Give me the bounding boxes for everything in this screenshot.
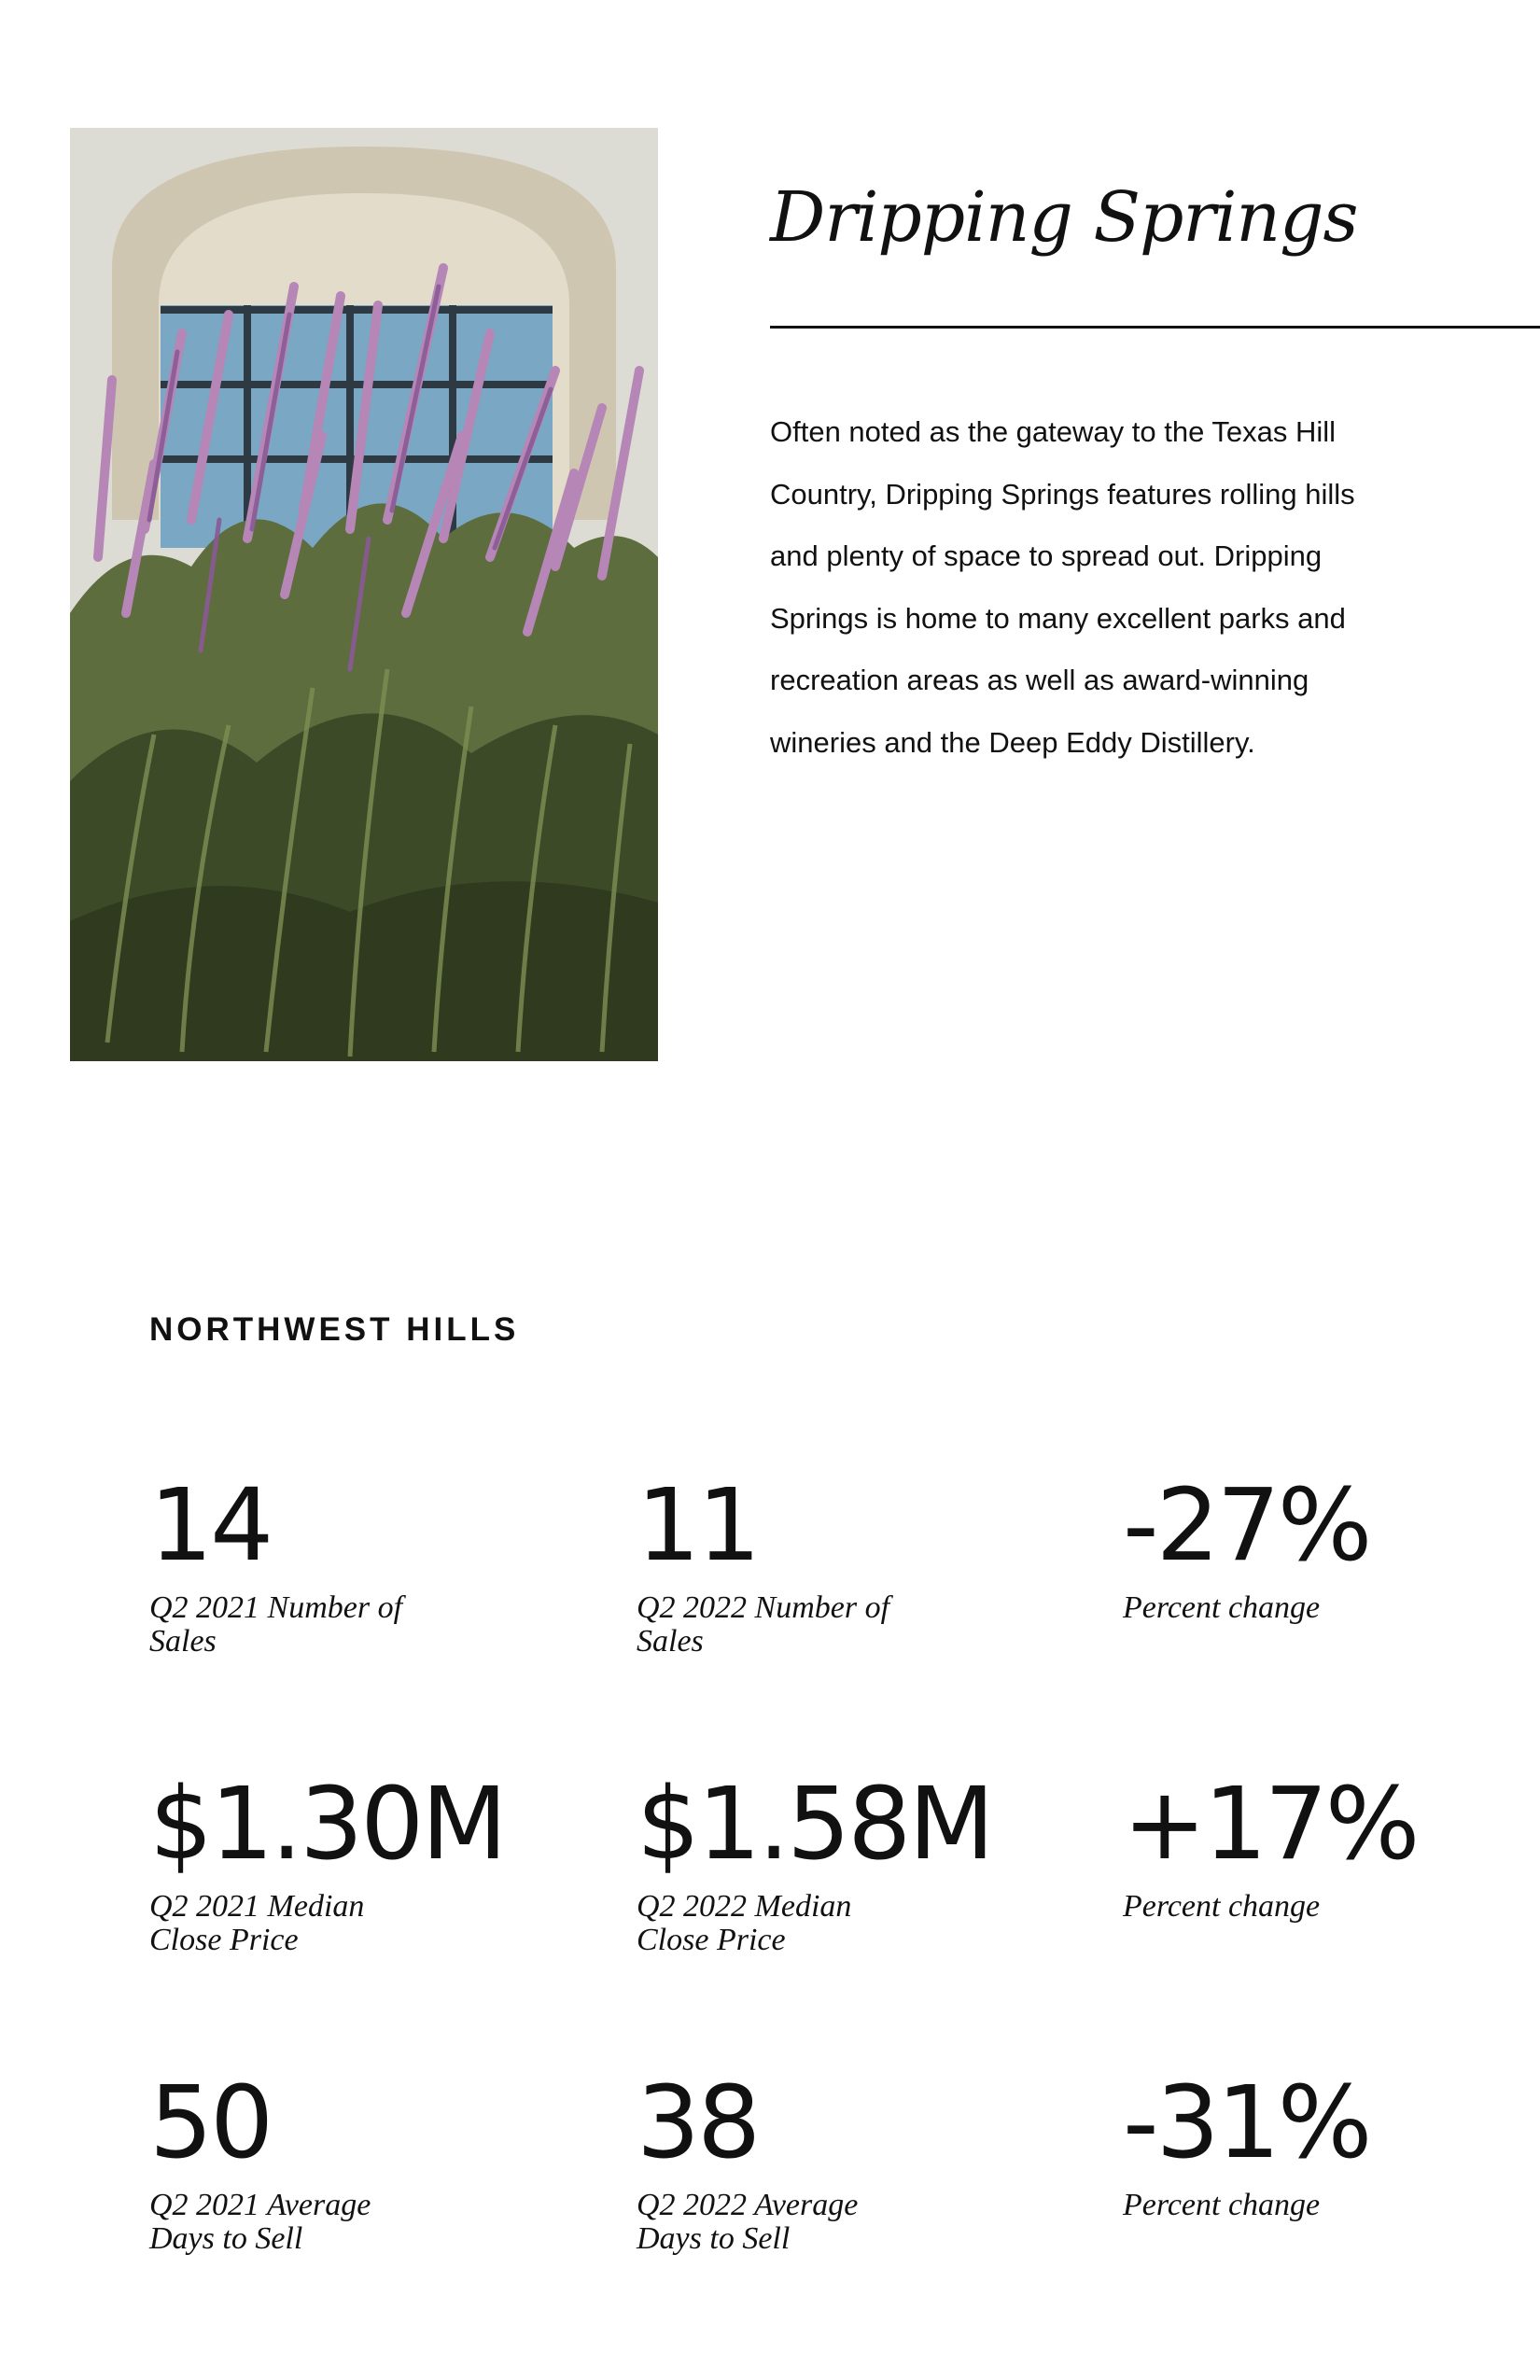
stat-value: -27% [1123,1468,1370,1584]
lavender-photo [70,128,658,1061]
stat-value: $1.58M [637,1767,992,1883]
stat-label: Q2 2021 Average Days to Sell [149,2188,371,2256]
stat-2021-number-of-sales [149,1468,579,1659]
stat-value: 50 [149,2065,272,2181]
stat-value: -31% [1123,2065,1370,2181]
stat-label: Percent change [1123,1590,1321,1625]
title-divider [770,326,1540,329]
section-title: NORTHWEST HILLS [149,1311,520,1348]
stat-label: Q2 2021 Median Close Price [149,1889,365,1957]
stat-label: Q2 2021 Number of Sales [149,1590,403,1659]
stat-label: Q2 2022 Number of Sales [637,1590,890,1659]
stat-2022-average-days-to-sell [637,2065,1066,2256]
stat-value: 38 [637,2065,759,2181]
stat-label: Q2 2022 Median Close Price [637,1889,852,1957]
stat-days-percent-change [1123,2065,1540,2222]
page-title: Dripping Springs [770,177,1358,258]
stat-label: Q2 2022 Average Days to Sell [637,2188,859,2256]
stat-value: $1.30M [149,1767,505,1883]
stat-label: Percent change [1123,1889,1321,1924]
stat-2022-median-close-price [637,1767,1066,1957]
stat-label: Percent change [1123,2188,1321,2222]
stat-value: +17% [1123,1767,1418,1883]
stat-price-percent-change [1123,1767,1540,1924]
stat-2021-median-close-price [149,1767,579,1957]
description: Often noted as the gateway to the Texas Hill Country, Dripping Springs features rolling hills and plenty of space to spread out. Dripping Springs is home to many excellent parks and recreation areas as well as award-winning wineries and the Deep Eddy Distillery. [770,415,1355,759]
stat-value: 14 [149,1468,272,1584]
stat-value: 11 [637,1468,759,1584]
stat-sales-percent-change [1123,1468,1540,1625]
stat-2021-average-days-to-sell [149,2065,579,2256]
stat-2022-number-of-sales [637,1468,1066,1659]
